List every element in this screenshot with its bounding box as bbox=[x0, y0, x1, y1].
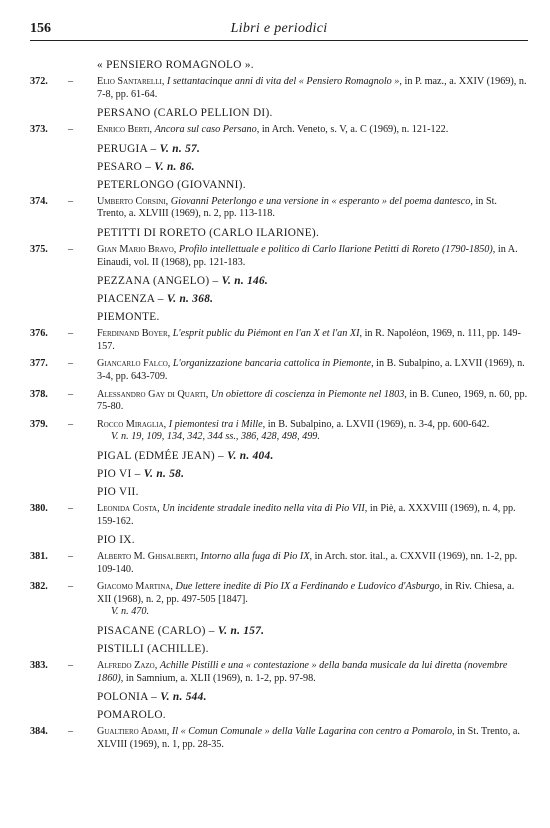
entry-title: I piemontesi tra i Mille bbox=[168, 418, 263, 430]
entry-citation: , in B. Cuneo, 1969, n. 60, pp. 75-80. bbox=[97, 388, 528, 413]
subject-heading bbox=[97, 642, 528, 656]
subject-heading-text: PEZZANA (ANGELO) – bbox=[97, 275, 222, 288]
entry-author: Gualtiero Adami bbox=[97, 726, 167, 738]
bibliography-entry: 374. – Umberto Corsini, Giovanni Peterlongo e una versione in « esperanto » del poema dantesco, in St. Trento, a. XLVIII (1969), n. 2, pp. 113-118. bbox=[30, 195, 497, 220]
entry-title: Un obiettore di coscienza in Piemonte nel 1803 bbox=[210, 388, 405, 400]
entry-dash: – bbox=[68, 76, 74, 87]
cross-reference: V. n. 157. bbox=[217, 625, 265, 638]
subject-heading bbox=[97, 292, 528, 306]
bibliography-entry: 378. – Alessandro Gay di Quarti, Un obiettore di coscienza in Piemonte nel 1803, in B. Cuneo, 1969, n. 60, pp. 75-80. bbox=[30, 388, 528, 413]
entry-title: L'esprit public du Piémont en l'an X et l'an XI bbox=[172, 328, 360, 340]
subject-heading-text: PERUGIA – bbox=[97, 142, 160, 155]
entry-title: Achille Pistilli e una « contestazione » della banda musicale da lui diretta (novembre 1860) bbox=[97, 660, 508, 684]
bibliography-entry: 381. – Alberto M. Ghisalberti, Intorno alla fuga di Pio IX, in Arch. stor. ital., a. CXXVII (1969), nn. 1-2, pp. 109-140. bbox=[30, 551, 518, 575]
entry-author: Alfredo Zazo bbox=[97, 660, 155, 672]
entry-dash: – bbox=[68, 328, 74, 340]
entry-dash: – bbox=[68, 124, 74, 136]
bibliography-entry: 384. – Gualtiero Adami, Il « Comun Comunale » della Valle Lagarina con centro a Pomarolo, in St. Trento, a. XLVIII (1969), n. 1, pp. 28-35. bbox=[30, 726, 520, 750]
subject-heading-text: PIEMONTE. bbox=[97, 311, 160, 324]
cross-reference: V. n. 368. bbox=[166, 293, 214, 306]
bibliography-entry: 382. – Giacomo Martina, Due lettere inedite di Pio IX a Ferdinando e Ludovico d'Asburgo, in Riv. Chiesa, a. XII (1968), n. 2, pp. 497-505 [1847]. V. n. 470. bbox=[30, 581, 528, 619]
entry-title: Il « Comun Comunale » della Valle Lagarina con centro a Pomarolo bbox=[171, 726, 453, 738]
subject-heading bbox=[97, 274, 528, 288]
entry-citation: , in Arch. stor. ital., a. CXXVII (1969), nn. 1-2, pp. 109-140. bbox=[97, 551, 518, 575]
subject-heading bbox=[97, 142, 528, 156]
entry-citation: , in Piè, a. XXXVIII (1969), n. 4, pp. 159-162. bbox=[97, 502, 516, 527]
entry-number: 376. bbox=[30, 328, 48, 340]
bibliography-body bbox=[30, 58, 528, 756]
cross-reference: V. n. 58. bbox=[143, 467, 185, 480]
subject-heading-text: PIO VII. bbox=[97, 485, 139, 498]
bibliography-entry: 377. – Giancarlo Falco, L'organizzazione bancaria cattolica in Piemonte, in B. Subalpino, a. LXVII (1969), n. 3-4, pp. 643-709. bbox=[30, 358, 525, 382]
cross-reference: V. n. 146. bbox=[221, 275, 269, 288]
entry-see-also: V. n. 470. bbox=[111, 606, 150, 618]
bibliography-entry: 380. – Leonida Costa, Un incidente stradale inedito nella vita di Pio VII, in Piè, a. XXXVIII (1969), n. 4, pp. 159-162. bbox=[30, 502, 516, 527]
subject-heading bbox=[97, 533, 528, 547]
subject-heading-text: PETITTI DI RORETO (CARLO ILARIONE). bbox=[97, 226, 320, 239]
entry-dash: – bbox=[68, 502, 74, 514]
entry-number: 374. bbox=[30, 195, 48, 207]
entry-title: Un incidente stradale inedito nella vita di Pio VII bbox=[162, 502, 365, 514]
subject-heading bbox=[97, 624, 528, 638]
entry-title: Intorno alla fuga di Pio IX bbox=[200, 551, 310, 563]
entry-title: I settantacinque anni di vita del « Pensiero Romagnolo » bbox=[166, 76, 400, 87]
running-title: Libri e periodici bbox=[230, 21, 328, 36]
subject-heading-text: POLONIA – bbox=[97, 691, 161, 704]
subject-heading-text: PIACENZA – bbox=[97, 293, 167, 306]
cross-reference: V. n. 544. bbox=[160, 691, 207, 704]
entry-dash: – bbox=[68, 195, 74, 207]
entry-citation: , in Samnium, a. XLII (1969), n. 1-2, pp. 97-98. bbox=[120, 672, 316, 684]
entry-dash: – bbox=[68, 726, 74, 738]
entry-title: Due lettere inedite di Pio IX a Ferdinando e Ludovico d'Asburgo bbox=[175, 581, 440, 593]
entry-number: 372. bbox=[30, 76, 48, 87]
entry-number: 382. bbox=[30, 581, 48, 593]
entry-author: Umberto Corsini bbox=[97, 195, 166, 207]
subject-heading bbox=[97, 449, 528, 463]
entry-citation: , in Riv. Chiesa, a. XII (1968), n. 2, pp. 497-505 [1847]. bbox=[97, 581, 515, 605]
entry-dash: – bbox=[68, 418, 74, 430]
entry-title: Profilo intellettuale e politico di Carlo Ilarione Petitti di Roreto (1790-1850) bbox=[178, 243, 493, 255]
entry-dash: – bbox=[68, 551, 74, 563]
subject-heading bbox=[97, 485, 528, 499]
bibliography-entry: 375. – Gian Mario Bravo, Profilo intellettuale e politico di Carlo Ilarione Petitti di Roreto (1790-1850), in A. Einaudi, vol. II (1968), pp. 121-183. bbox=[30, 243, 518, 268]
subject-heading bbox=[97, 106, 528, 120]
entry-number: 380. bbox=[30, 502, 48, 514]
entry-number: 378. bbox=[30, 388, 48, 400]
entry-citation: , in Arch. Veneto, s. V, a. C (1969), n. 121-122. bbox=[256, 124, 449, 136]
entry-citation: , in A. Einaudi, vol. II (1968), pp. 121-183. bbox=[97, 243, 518, 268]
cross-reference: V. n. 86. bbox=[154, 160, 195, 173]
entry-author: Alberto M. Ghisalberti bbox=[97, 551, 196, 563]
subject-heading-text: PIO IX. bbox=[97, 534, 135, 547]
entry-number: 377. bbox=[30, 358, 48, 370]
cross-reference: V. n. 404. bbox=[227, 449, 274, 462]
entry-number: 381. bbox=[30, 551, 48, 563]
subject-heading bbox=[97, 467, 528, 481]
subject-heading-text: PISACANE (CARLO) – bbox=[97, 625, 218, 638]
subject-heading-text: PETERLONGO (GIOVANNI). bbox=[97, 178, 246, 191]
entry-number: 383. bbox=[30, 660, 48, 672]
bibliography-entry: 376. – Ferdinand Boyer, L'esprit public du Piémont en l'an X et l'an XI, in R. Napoléon, 1969, n. 111, pp. 149-157. bbox=[30, 328, 521, 352]
bibliography-entry: 383. – Alfredo Zazo, Achille Pistilli e una « contestazione » della banda musicale da lui diretta (novembre 1860), in Samnium, a. XLII (1969), n. 1-2, pp. 97-98. bbox=[30, 660, 508, 684]
entry-dash: – bbox=[68, 388, 74, 400]
entry-citation: , in St. Trento, a. XLVIII (1969), n. 1, pp. 28-35. bbox=[97, 726, 520, 750]
bibliography-entry: 373. – Enrico Berti, Ancora sul caso Persano, in Arch. Veneto, s. V, a. C (1969), n. 121-122. bbox=[30, 124, 449, 136]
entry-author: Giancarlo Falco bbox=[97, 358, 168, 370]
entry-citation: , in St. Trento, a. XLVIII (1969), n. 2, pp. 113-118. bbox=[97, 195, 497, 220]
entry-author: Alessandro Gay di Quarti bbox=[97, 388, 206, 400]
subject-heading-text: POMAROLO. bbox=[97, 709, 166, 722]
entry-author: Elio Santarelli bbox=[97, 76, 162, 87]
entry-see-also: V. n. 19, 109, 134, 342, 344 ss., 386, 428, 498, 499. bbox=[111, 431, 320, 443]
entry-citation: , in R. Napoléon, 1969, n. 111, pp. 149-157. bbox=[97, 328, 521, 352]
entry-dash: – bbox=[68, 358, 74, 370]
page-number: 156 bbox=[30, 21, 51, 36]
entry-author: Gian Mario Bravo bbox=[97, 243, 174, 255]
subject-heading-text: PISTILLI (ACHILLE). bbox=[97, 643, 209, 656]
entry-title: Ancora sul caso Persano bbox=[154, 124, 257, 136]
subject-heading bbox=[97, 178, 528, 192]
entry-title: L'organizzazione bancaria cattolica in Piemonte bbox=[172, 358, 372, 370]
entry-author: Leonida Costa bbox=[97, 502, 158, 514]
subject-heading bbox=[97, 310, 528, 324]
entry-author: Giacomo Martina bbox=[97, 581, 171, 593]
entry-number: 373. bbox=[30, 124, 48, 136]
subject-heading bbox=[97, 708, 528, 722]
subject-heading bbox=[97, 58, 528, 72]
entry-dash: – bbox=[68, 243, 74, 255]
entry-number: 384. bbox=[30, 726, 48, 738]
bibliography-entry: 372. – Elio Santarelli, I settantacinque anni di vita del « Pensiero Romagnolo », in P. maz., a. XXIV (1969), n. 7-8, pp. 61-64. bbox=[30, 76, 527, 100]
subject-heading bbox=[97, 160, 528, 174]
subject-heading-text: « PENSIERO ROMAGNOLO ». bbox=[97, 59, 254, 71]
entry-author: Rocco Miraglia bbox=[97, 418, 164, 430]
entry-dash: – bbox=[68, 581, 74, 593]
entry-author: Enrico Berti bbox=[97, 124, 150, 136]
entry-citation: , in B. Subalpino, a. LXVII (1969), n. 3-4, pp. 643-709. bbox=[97, 358, 525, 382]
subject-heading bbox=[97, 690, 528, 704]
subject-heading-text: PESARO – bbox=[97, 160, 155, 173]
entry-citation: , in P. maz., a. XXIV (1969), n. 7-8, pp. 61-64. bbox=[97, 76, 527, 100]
entry-dash: – bbox=[68, 660, 74, 672]
subject-heading-text: PIGAL (EDMÉE JEAN) – bbox=[97, 449, 228, 462]
bibliography-entry: 379. – Rocco Miraglia, I piemontesi tra i Mille, in B. Subalpino, a. LXVII (1969), n. 3-4, pp. 600-642. V. n. 19, 109, 134, 342, 344 ss., 386, 428, 498, 499. bbox=[30, 419, 528, 444]
entry-title: Giovanni Peterlongo e una versione in « esperanto » del poema dantesco bbox=[170, 195, 471, 207]
subject-heading-text: PERSANO (CARLO PELLION DI). bbox=[97, 107, 273, 120]
entry-number: 379. bbox=[30, 418, 48, 430]
cross-reference: V. n. 57. bbox=[159, 142, 201, 155]
entry-number: 375. bbox=[30, 243, 48, 255]
subject-heading-text: PIO VI – bbox=[97, 467, 144, 480]
entry-citation: , in B. Subalpino, a. LXVII (1969), n. 3-4, pp. 600-642. bbox=[262, 418, 490, 430]
entry-author: Ferdinand Boyer bbox=[97, 328, 168, 340]
page-header bbox=[30, 22, 528, 41]
subject-heading bbox=[97, 226, 528, 240]
